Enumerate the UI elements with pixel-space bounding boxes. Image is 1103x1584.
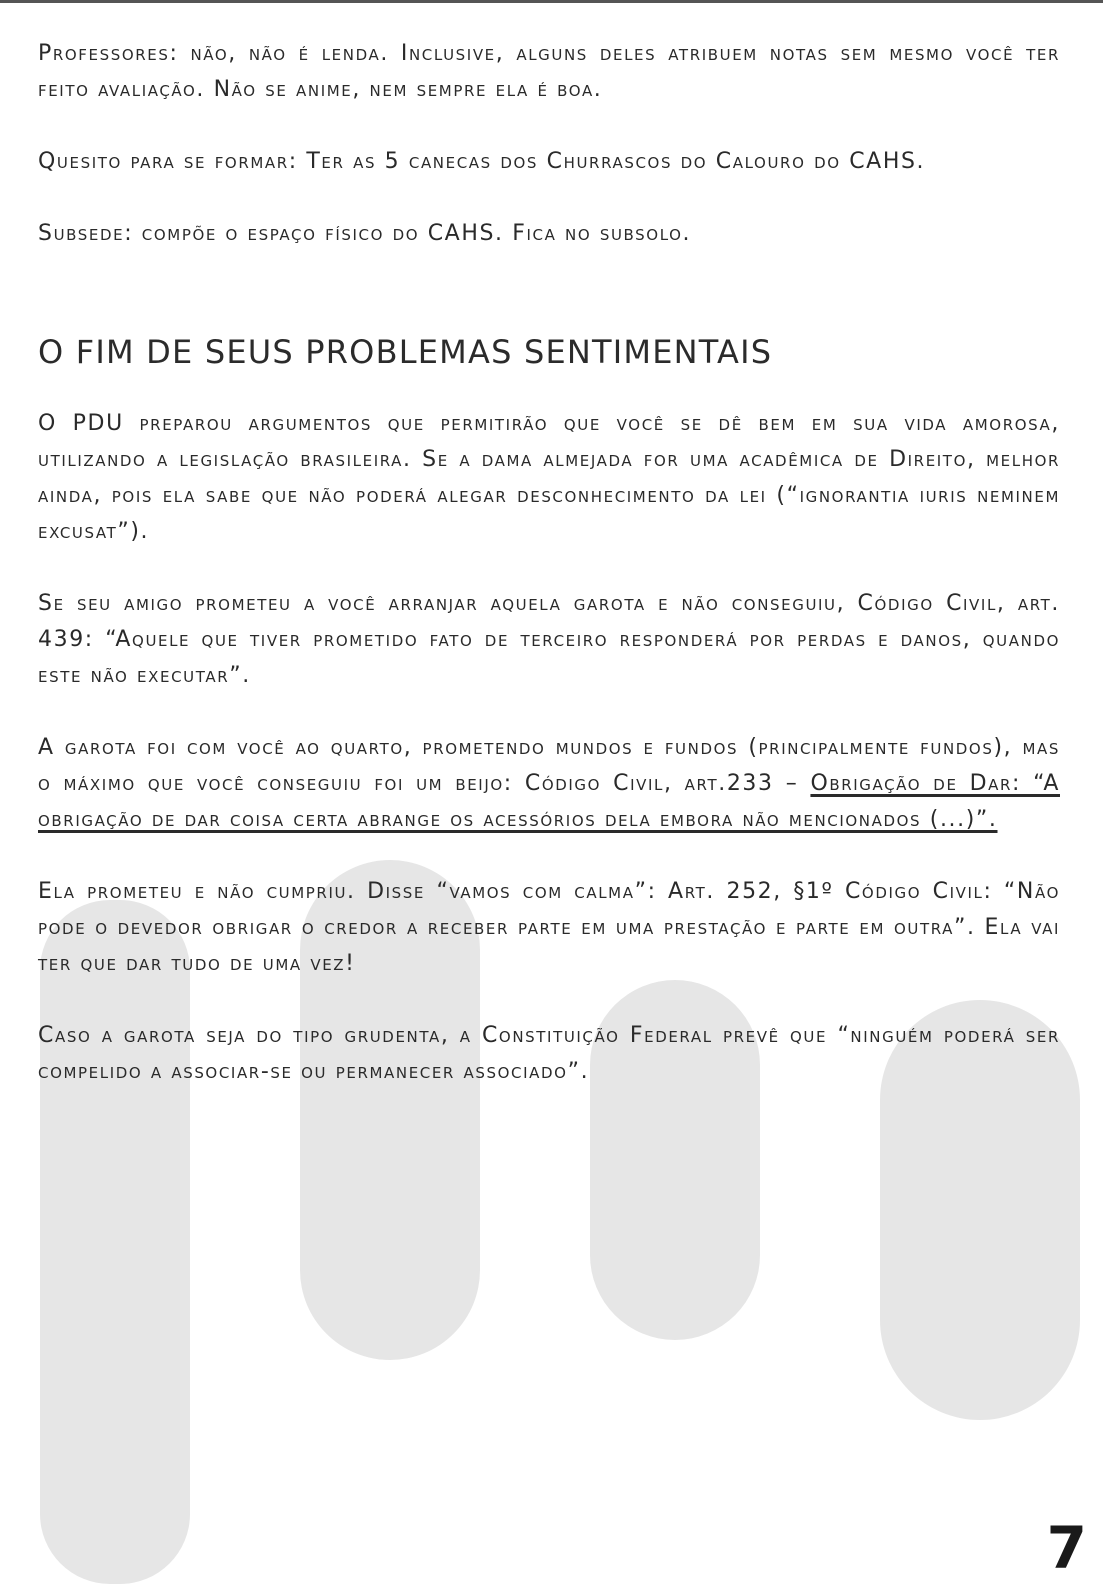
top-border-line [0, 0, 1103, 3]
section-heading: O FIM DE SEUS PROBLEMAS SENTIMENTAIS [38, 333, 773, 371]
paragraph-3-text: A garota foi com você ao quarto, prometendo mundos e fundos (principalmente fundos), mas o máximo que você conseguiu foi um beijo: Código Civil, art.233 – [38, 735, 1060, 796]
section-paragraph-5: Caso a garota seja do tipo grudenta, a Constituição Federal prevê que “ninguém poderá ser compelido a associar-se ou permanecer associado”. [38, 1023, 1060, 1084]
intro-subsede: Subsede: compõe o espaço físico do CAHS. Fica no subsolo. [38, 221, 692, 246]
intro-professores: Professores: não, não é lenda. Inclusive, alguns deles atribuem notas sem mesmo você ter feito avaliação. Não se anime, nem sempre ela é boa. [38, 41, 1060, 102]
intro-quesito: Quesito para se formar: Ter as 5 canecas dos Churrascos do Calouro do CAHS. [38, 149, 926, 174]
section-paragraph-2: Se seu amigo prometeu a você arranjar aquela garota e não conseguiu, Código Civil, art. 439: “Aquele que tiver prometido fato de terceiro responderá por perdas e danos, quando este não executar”. [38, 591, 1060, 688]
underlined-quote: Obrigação de Dar: “A obrigação de dar coisa certa abrange os acessórios dela embora não mencionados (...)”. [38, 771, 1060, 832]
section-paragraph-3 [38, 730, 1060, 838]
page-content [38, 36, 1060, 1090]
page-number: 7 [1046, 1514, 1087, 1582]
section-paragraph-4: Ela prometeu e não cumpriu. Disse “vamos com calma”: Art. 252, §1º Código Civil: “Não pode o devedor obrigar o credor a receber parte em uma prestação e parte em outra”. Ela vai ter que dar tudo de uma vez! [38, 879, 1060, 976]
section-paragraph-1: O PDU preparou argumentos que permitirão que você se dê bem em sua vida amorosa, utilizando a legislação brasileira. Se a dama almejada for uma acadêmica de Direito, melhor ainda, pois ela sabe que não poderá alegar desconhecimento da lei (“ignorantia iuris neminem excusat”). [38, 411, 1060, 544]
